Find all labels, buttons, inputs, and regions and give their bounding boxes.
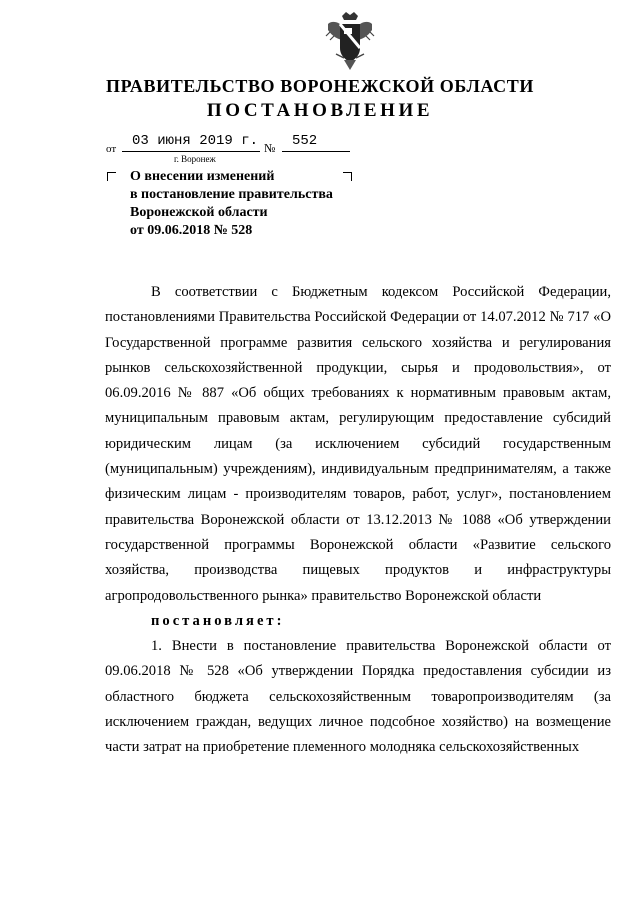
subject-line: в постановление правительства xyxy=(130,187,333,202)
number-underline xyxy=(282,151,350,152)
document-body xyxy=(105,280,611,761)
decree-word: постановляет: xyxy=(151,612,285,629)
number-label: № xyxy=(264,141,276,155)
place-of-issue: г. Воронеж xyxy=(174,154,216,164)
document-number: 552 xyxy=(292,133,318,149)
preamble-paragraph: В соответствии с Бюджетным кодексом Российской Федерации, постановлениями Правительства Российской Федерации от 14.07.2012 № 717 «О Государственной программе развития сельского хозяйства и регулирования рынков сельскохозяйственной продукции, сырья и продовольствия», от 06.09.2016 № 887 «Об общих требованиях к нормативным правовым актам, муниципальным правовым актам, регулирующим предоставление субсидий юридическим лицам (за исключением субсидий государственным (муниципальным) учреждениям), индивидуальным предпринимателям, а также физическим лицам - производителям товаров, работ, услуг», постановлением правительства Воронежской области от 13.12.2013 № 1088 «Об утверждении государственной программы Воронежской области «Развитие сельского хозяйства, производства пищевых продуктов и инфраструктуры агропродовольственного рынка» правительство Воронежской области xyxy=(105,284,611,604)
subject-line: Воронежской области xyxy=(130,205,268,220)
subject-line: О внесении изменений xyxy=(130,169,275,184)
subject-corner-left xyxy=(107,172,116,181)
item-1-paragraph: 1. Внести в постановление правительства Воронежской области от 09.06.2018 № 528 «Об утверждении Порядка предоставления субсидии из областного бюджета сельскохозяйственным товаропроизводителям (за исключением граждан, ведущих личное подсобное хозяйство) на возмещение части затрат на приобретение племенного молодняка сельскохозяйственных xyxy=(105,638,611,756)
document-date: 03 июня 2019 г. xyxy=(132,133,259,149)
date-label: от xyxy=(106,143,117,155)
document-type: ПОСТАНОВЛЕНИЕ xyxy=(206,100,434,121)
date-underline xyxy=(122,151,260,152)
subject-line: от 09.06.2018 № 528 xyxy=(130,223,253,238)
government-name: ПРАВИТЕЛЬСТВО ВОРОНЕЖСКОЙ ОБЛАСТИ xyxy=(106,76,534,96)
coat-of-arms-icon xyxy=(322,10,378,72)
document-subject xyxy=(130,168,370,240)
